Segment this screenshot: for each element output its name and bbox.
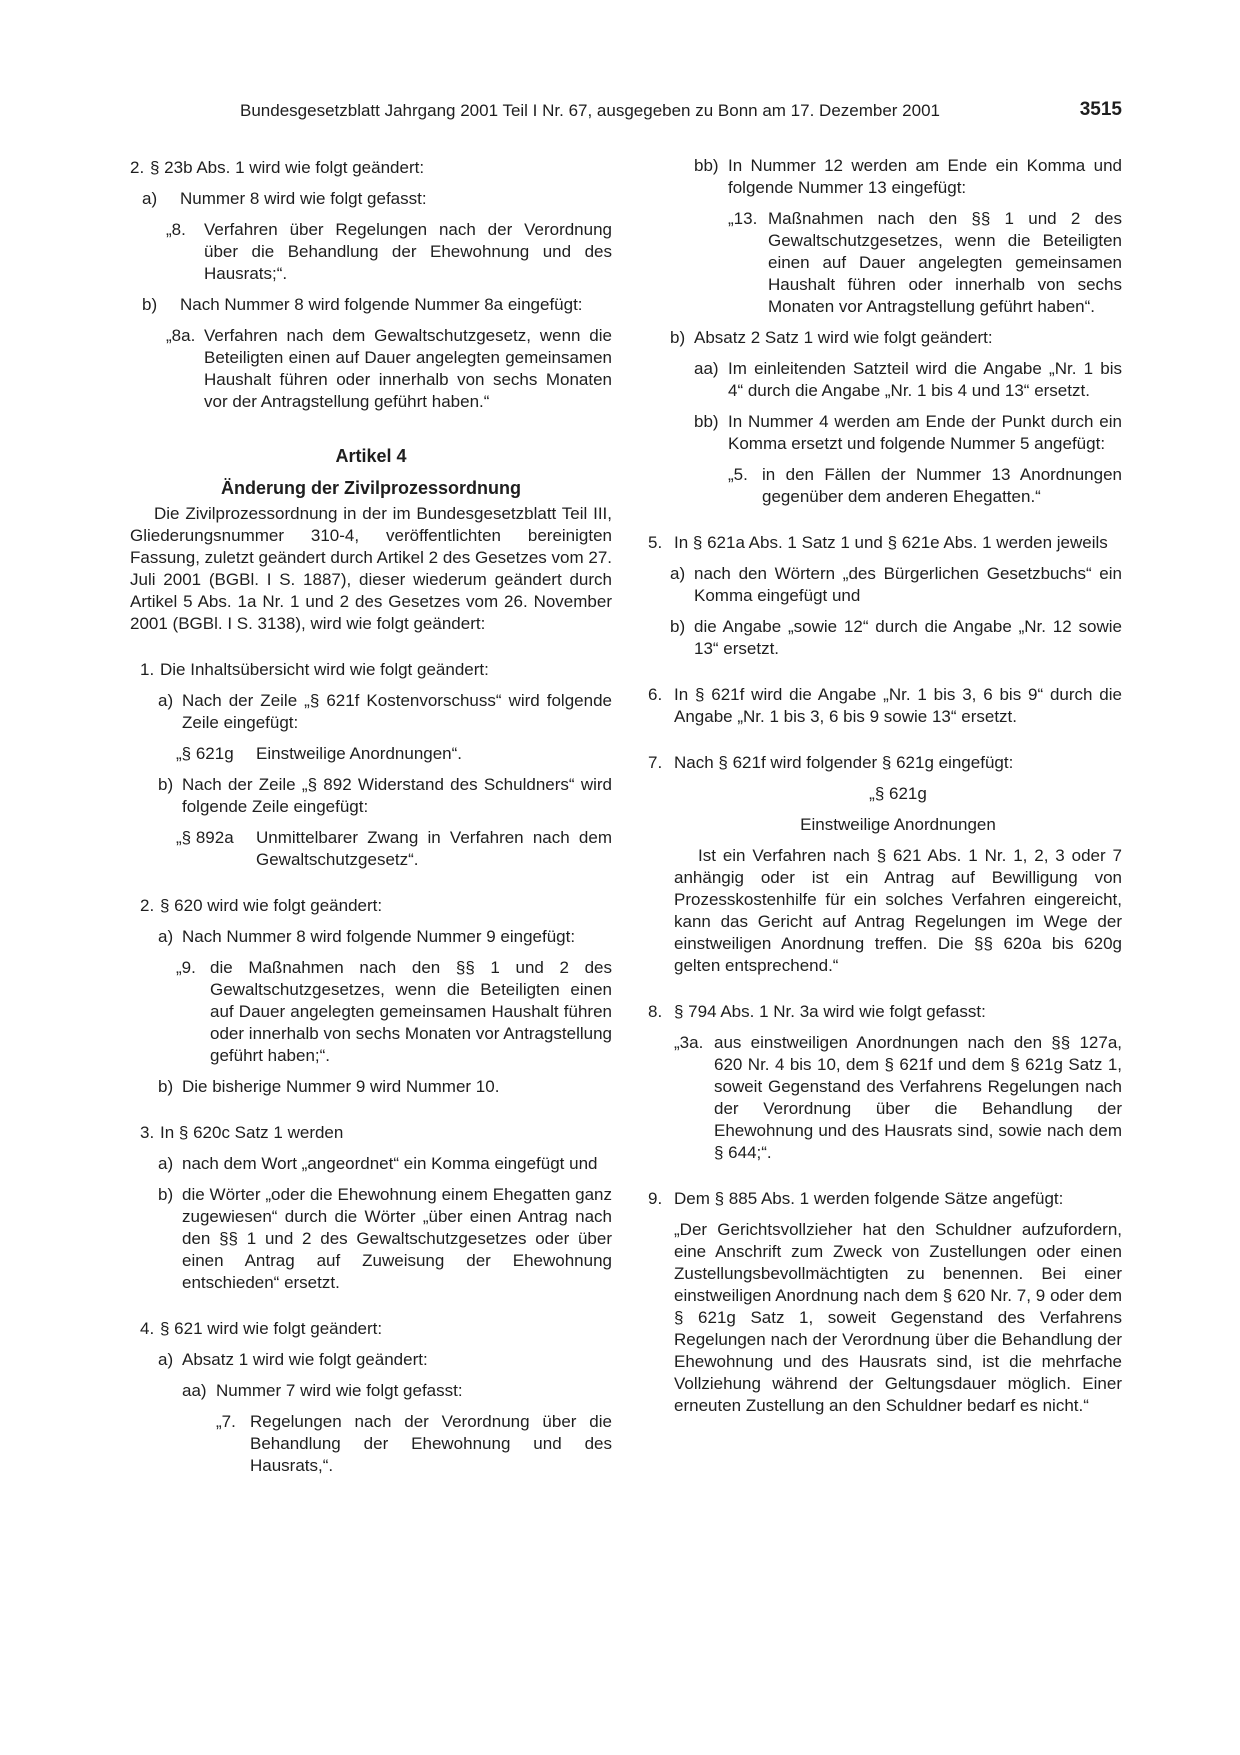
item-text: Nach der Zeile „§ 892 Widerstand des Schuldners“ wird folgende Zeile eingefügt: [182, 775, 612, 816]
item-letter: a) [142, 189, 158, 208]
list-item [158, 774, 612, 818]
item-letter: a) [158, 1350, 174, 1369]
list-item [694, 358, 1122, 402]
quote-text: Regelungen nach der Verordnung über die Behandlung der Ehewohnung und des Hausrats,“. [250, 1412, 612, 1475]
quote-text: Maßnahmen nach den §§ 1 und 2 des Gewaltschutzgesetzes, wenn die Beteiligten einen auf Dauer angelegten gemeinsamen Haushalt führen oder innerhalb von sechs Monaten vor Antragstellung geführt haben“. [768, 209, 1122, 316]
quote-text: die Maßnahmen nach den §§ 1 und 2 des Gewaltschutzgesetzes, wenn die Beteiligten einen auf Dauer angelegten gemeinsamen Haushalt führen oder innerhalb von sechs Monaten vor Antragstellung geführt haben;“. [210, 958, 612, 1065]
list-item [130, 157, 612, 179]
item-letter: a) [158, 691, 174, 710]
item-number: 5. [648, 533, 663, 552]
list-item [158, 1349, 612, 1371]
item-letter: b) [670, 617, 686, 636]
item-letter: b) [142, 295, 158, 314]
item-text: § 620 wird wie folgt geändert: [160, 896, 383, 915]
quote-number: „9. [176, 958, 196, 977]
toc-key: „§ 892a [176, 828, 234, 847]
list-item [648, 1001, 1122, 1023]
item-text: die Angabe „sowie 12“ durch die Angabe „Nr. 12 sowie 13“ ersetzt. [694, 617, 1122, 658]
item-text: Nummer 7 wird wie folgt gefasst: [216, 1381, 463, 1400]
article-subtitle: Änderung der Zivilprozessordnung [220, 478, 521, 498]
article-intro: Die Zivilprozessordnung in der im Bundesgesetzblatt Teil III, Gliederungsnummer 310-4, veröffentlichten bereinigten Fassung, zuletzt geändert durch Artikel 2 des Gesetzes vom 27. Juli 2001 (BGBl. I S. 1887), dieser wiederum geändert durch Artikel 5 Abs. 1a Nr. 1 und 2 des Gesetzes vom 26. November 2001 (BGBl. I S. 3138), wird wie folgt geändert: [130, 504, 612, 633]
quoted-item [166, 219, 612, 285]
item-number: 9. [648, 1189, 663, 1208]
list-item [182, 1380, 612, 1402]
item-text: § 23b Abs. 1 wird wie folgt geändert: [150, 158, 425, 177]
toc-value: Einstweilige Anordnungen“. [256, 744, 463, 763]
item-number: 7. [648, 753, 663, 772]
item-letter: bb) [694, 412, 719, 431]
item-letter: a) [158, 927, 174, 946]
item-text: Absatz 2 Satz 1 wird wie folgt geändert: [694, 328, 993, 347]
quote-number: „5. [728, 465, 748, 484]
page-header [240, 100, 1122, 124]
list-item [670, 563, 1122, 607]
quoted-sentences: „Der Gerichtsvollzieher hat den Schuldner aufzufordern, eine Anschrift zum Zweck von Zustellungen oder einen Zustellungsbevollmächtigten zu benennen. Bei einer einstweiligen Anordnung nach dem § 620 Nr. 7, 9 oder dem § 621g Satz 1, soweit Gegenstand des Verfahrens Regelungen nach der Verordnung über die Behandlung der Ehewohnung und des Hausrats sind, ist die mehrfache Vollziehung während der Geltungsdauer möglich. Einer erneuten Zustellung an den Schuldner bedarf es nicht.“ [674, 1220, 1122, 1415]
quoted-item [728, 208, 1122, 318]
list-item [648, 752, 1122, 774]
list-item [670, 327, 1122, 349]
paragraph-title: Einstweilige Anordnungen [800, 815, 996, 834]
item-text: Nach § 621f wird folgender § 621g eingefügt: [674, 753, 1014, 772]
item-number: 2. [140, 896, 155, 915]
item-text: § 794 Abs. 1 Nr. 3a wird wie folgt gefasst: [674, 1002, 986, 1021]
list-item [694, 411, 1122, 455]
list-item [648, 532, 1122, 554]
list-item [670, 616, 1122, 660]
item-text: In Nummer 12 werden am Ende ein Komma und folgende Nummer 13 eingefügt: [728, 156, 1122, 197]
list-item [142, 188, 612, 210]
item-text: Nach Nummer 8 wird folgende Nummer 9 eingefügt: [182, 927, 576, 946]
item-text: In § 621a Abs. 1 Satz 1 und § 621e Abs. 1 werden jeweils [674, 533, 1108, 552]
item-letter: aa) [694, 359, 719, 378]
item-letter: b) [158, 775, 174, 794]
quote-number: „13. [728, 209, 758, 228]
item-number: 3. [140, 1123, 155, 1142]
list-item [694, 155, 1122, 199]
item-number: 2. [130, 158, 145, 177]
quoted-item [176, 957, 612, 1067]
item-letter: bb) [694, 156, 719, 175]
quote-text: Verfahren über Regelungen nach der Verordnung über die Behandlung der Ehewohnung und des Hausrats;“. [204, 220, 612, 283]
quoted-item [216, 1411, 612, 1477]
list-item [140, 895, 612, 917]
item-text: Absatz 1 wird wie folgt geändert: [182, 1350, 428, 1369]
item-text: Nach Nummer 8 wird folgende Nummer 8a eingefügt: [180, 295, 583, 314]
item-text: Nach der Zeile „§ 621f Kostenvorschuss“ wird folgende Zeile eingefügt: [182, 691, 612, 732]
quote-text: aus einstweiligen Anordnungen nach den §§ 127a, 620 Nr. 4 bis 10, dem § 621f und dem § 621g Satz 1, soweit Gegenstand des Verfahrens Regelungen nach der Verordnung über die Behandlung der Ehewohnung und des Hausrats sind, sowie nach dem § 644;“. [714, 1033, 1122, 1162]
quote-number: „8a. [166, 326, 196, 345]
quote-text: in den Fällen der Nummer 13 Anordnungen gegenüber dem anderen Ehegatten.“ [762, 465, 1122, 506]
item-letter: a) [670, 564, 686, 583]
quoted-item [674, 1032, 1122, 1164]
quoted-item [166, 325, 612, 413]
item-text: Dem § 885 Abs. 1 werden folgende Sätze angefügt: [674, 1189, 1064, 1208]
item-letter: b) [158, 1077, 174, 1096]
item-letter: b) [158, 1185, 174, 1204]
list-item [158, 926, 612, 948]
paragraph-text: Ist ein Verfahren nach § 621 Abs. 1 Nr. 1, 2, 3 oder 7 anhängig oder ist ein Antrag auf Bewilligung von Prozesskostenhilfe für ein solches Verfahren eingereicht, kann das Gericht auf Antrag Regelungen im Wege der einstweiligen Anordnung treffen. Die §§ 620a bis 620g gelten entsprechend.“ [674, 846, 1122, 975]
toc-key: „§ 621g [176, 744, 234, 763]
item-text: Die bisherige Nummer 9 wird Nummer 10. [182, 1077, 500, 1096]
list-item [648, 684, 1122, 728]
item-text: In § 621f wird die Angabe „Nr. 1 bis 3, 6 bis 9“ durch die Angabe „Nr. 1 bis 3, 6 bis 9 sowie 13“ ersetzt. [674, 685, 1122, 726]
quoted-item [728, 464, 1122, 508]
quote-number: „3a. [674, 1033, 704, 1052]
list-item [158, 1076, 612, 1098]
list-item [140, 1318, 612, 1340]
list-item [140, 659, 612, 681]
toc-entry [176, 827, 612, 871]
page-number: 3515 [1079, 99, 1122, 120]
item-number: 1. [140, 660, 155, 679]
list-item [158, 1184, 612, 1294]
item-number: 8. [648, 1002, 663, 1021]
paragraph-number: „§ 621g [869, 784, 927, 803]
item-text: die Wörter „oder die Ehewohnung einem Ehegatten ganz zugewiesen“ durch die Wörter „über einen Antrag nach den §§ 1 und 2 des Gewaltschutzgesetzes oder über einen Antrag auf Zuweisung der Ehewohnung entschieden“ ersetzt. [182, 1185, 612, 1292]
item-text: Nummer 8 wird wie folgt gefasst: [180, 189, 427, 208]
item-text: § 621 wird wie folgt geändert: [160, 1319, 383, 1338]
item-text: In Nummer 4 werden am Ende der Punkt durch ein Komma ersetzt und folgende Nummer 5 angefügt: [728, 412, 1122, 453]
quote-number: „7. [216, 1412, 236, 1431]
item-text: In § 620c Satz 1 werden [160, 1123, 344, 1142]
item-letter: aa) [182, 1381, 207, 1400]
item-text: nach den Wörtern „des Bürgerlichen Gesetzbuchs“ ein Komma eingefügt und [694, 564, 1122, 605]
article-title: Artikel 4 [335, 446, 407, 466]
item-text: Die Inhaltsübersicht wird wie folgt geändert: [160, 660, 489, 679]
right-column [648, 155, 1122, 1417]
item-text: nach dem Wort „angeordnet“ ein Komma eingefügt und [182, 1154, 598, 1173]
item-number: 6. [648, 685, 663, 704]
quote-text: Verfahren nach dem Gewaltschutzgesetz, wenn die Beteiligten einen auf Dauer angelegten gemeinsamen Haushalt führen oder innerhalb von sechs Monaten vor der Antragstellung geführt haben.“ [204, 326, 612, 411]
toc-value: Unmittelbarer Zwang in Verfahren nach dem Gewaltschutzgesetz“. [256, 828, 612, 869]
item-letter: a) [158, 1154, 174, 1173]
item-letter: b) [670, 328, 686, 347]
left-column [130, 157, 612, 1486]
list-item [158, 1153, 612, 1175]
quote-number: „8. [166, 220, 186, 239]
item-number: 4. [140, 1319, 155, 1338]
toc-entry [176, 743, 612, 765]
item-text: Im einleitenden Satzteil wird die Angabe „Nr. 1 bis 4“ durch die Angabe „Nr. 1 bis 4 und 13“ ersetzt. [728, 359, 1122, 400]
list-item [142, 294, 612, 316]
gazette-title: Bundesgesetzblatt Jahrgang 2001 Teil I Nr. 67, ausgegeben zu Bonn am 17. Dezember 2001 [240, 101, 940, 120]
list-item [158, 690, 612, 734]
list-item [648, 1188, 1122, 1210]
list-item [140, 1122, 612, 1144]
